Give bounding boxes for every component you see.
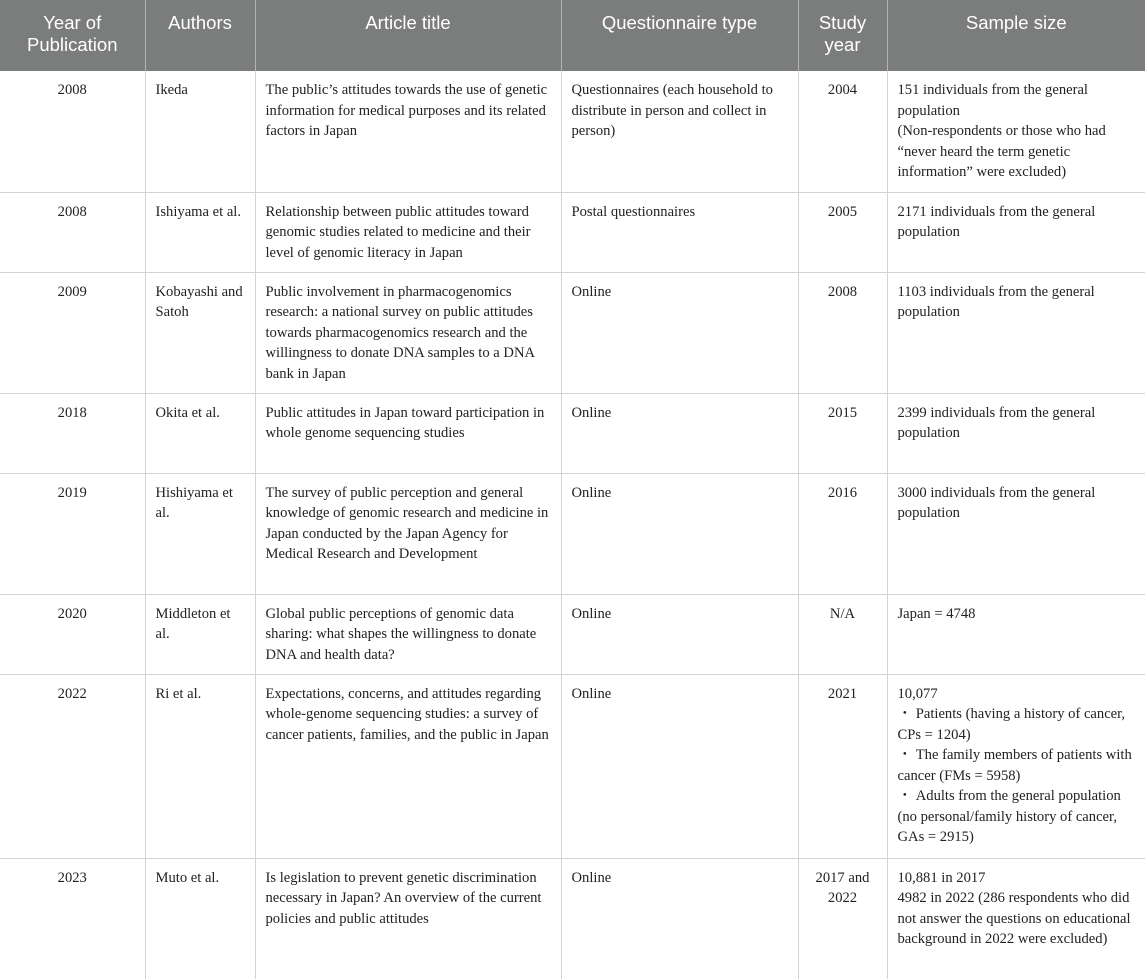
cell-year: 2019 (0, 473, 145, 594)
cell-questionnaire-type: Online (561, 272, 798, 393)
table-row (0, 858, 1145, 979)
table-row (0, 674, 1145, 858)
cell-title: Global public perceptions of genomic data sharing: what shapes the willingness to donate DNA and health data? (255, 594, 561, 674)
sample-line: Japan = 4748 (897, 605, 976, 622)
sample-line: 2171 individuals from the general population (897, 203, 1096, 240)
header-sample-size: Sample size (887, 0, 1145, 71)
sample-line: 4982 in 2022 (286 respondents who did not answer the questions on educational background in 2022 were excluded) (897, 890, 1131, 947)
cell-year: 2018 (0, 393, 145, 473)
sample-line: 10,077 (897, 685, 938, 702)
cell-authors: Muto et al. (145, 858, 255, 979)
cell-authors: Ri et al. (145, 674, 255, 858)
cell-year: 2008 (0, 71, 145, 192)
cell-title: Is legislation to prevent genetic discrimination necessary in Japan? An overview of the current policies and public attitudes (255, 858, 561, 979)
cell-study-year: 2016 (798, 473, 887, 594)
cell-questionnaire-type: Questionnaires (each household to distribute in person and collect in person) (561, 71, 798, 192)
cell-authors: Ishiyama et al. (145, 192, 255, 272)
cell-sample-size (887, 858, 1145, 979)
cell-sample-size (887, 594, 1145, 674)
cell-study-year: N/A (798, 594, 887, 674)
table-row (0, 192, 1145, 272)
cell-year: 2008 (0, 192, 145, 272)
header-study-year: Study year (798, 0, 887, 71)
header-authors: Authors (145, 0, 255, 71)
cell-study-year: 2008 (798, 272, 887, 393)
cell-title: Public involvement in pharmacogenomics research: a national survey on public attitudes towards pharmacogenomics research and the willingness to donate DNA samples to a DNA bank in Japan (255, 272, 561, 393)
sample-line: ・ Adults from the general population (no personal/family history of cancer, GAs = 2915) (897, 788, 1121, 845)
table-header (0, 0, 1145, 71)
cell-authors: Hishiyama et al. (145, 473, 255, 594)
header-row (0, 0, 1145, 71)
cell-questionnaire-type: Online (561, 674, 798, 858)
table-row (0, 272, 1145, 393)
cell-authors: Okita et al. (145, 393, 255, 473)
cell-sample-size (887, 192, 1145, 272)
header-year-of-publication: Year of Publication (0, 0, 145, 71)
cell-questionnaire-type: Online (561, 858, 798, 979)
cell-study-year: 2004 (798, 71, 887, 192)
cell-study-year: 2015 (798, 393, 887, 473)
sample-line: 2399 individuals from the general population (897, 404, 1096, 441)
sample-line: 10,881 in 2017 (897, 869, 986, 886)
table-body (0, 71, 1145, 979)
cell-study-year: 2021 (798, 674, 887, 858)
cell-year: 2020 (0, 594, 145, 674)
table-row (0, 71, 1145, 192)
cell-title: Expectations, concerns, and attitudes regarding whole-genome sequencing studies: a survey of cancer patients, families, and the public in Japan (255, 674, 561, 858)
cell-questionnaire-type: Online (561, 473, 798, 594)
cell-authors: Ikeda (145, 71, 255, 192)
sample-line: (Non-respondents or those who had “never heard the term genetic information” were excluded) (897, 123, 1106, 180)
sample-line: ・ Patients (having a history of cancer, CPs = 1204) (897, 706, 1126, 743)
cell-study-year: 2005 (798, 192, 887, 272)
cell-sample-size (887, 473, 1145, 594)
header-article-title: Article title (255, 0, 561, 71)
cell-sample-size (887, 272, 1145, 393)
sample-line: 3000 individuals from the general population (897, 484, 1096, 521)
cell-sample-size (887, 71, 1145, 192)
cell-year: 2022 (0, 674, 145, 858)
header-questionnaire-type: Questionnaire type (561, 0, 798, 71)
cell-title: Public attitudes in Japan toward participation in whole genome sequencing studies (255, 393, 561, 473)
cell-sample-size (887, 674, 1145, 858)
cell-title: The public’s attitudes towards the use of genetic information for medical purposes and its related factors in Japan (255, 71, 561, 192)
sample-line: ・ The family members of patients with cancer (FMs = 5958) (897, 747, 1132, 784)
table-row (0, 393, 1145, 473)
sample-line: 151 individuals from the general population (897, 82, 1088, 119)
cell-sample-size (887, 393, 1145, 473)
cell-questionnaire-type: Postal questionnaires (561, 192, 798, 272)
table-row (0, 473, 1145, 594)
cell-title: The survey of public perception and general knowledge of genomic research and medicine in Japan conducted by the Japan Agency for Medical Research and Development (255, 473, 561, 594)
cell-questionnaire-type: Online (561, 594, 798, 674)
cell-study-year: 2017 and 2022 (798, 858, 887, 979)
cell-title: Relationship between public attitudes toward genomic studies related to medicine and their level of genomic literacy in Japan (255, 192, 561, 272)
cell-year: 2009 (0, 272, 145, 393)
table-row (0, 594, 1145, 674)
cell-year: 2023 (0, 858, 145, 979)
cell-authors: Middleton et al. (145, 594, 255, 674)
cell-questionnaire-type: Online (561, 393, 798, 473)
cell-authors: Kobayashi and Satoh (145, 272, 255, 393)
sample-line: 1103 individuals from the general population (897, 283, 1095, 320)
